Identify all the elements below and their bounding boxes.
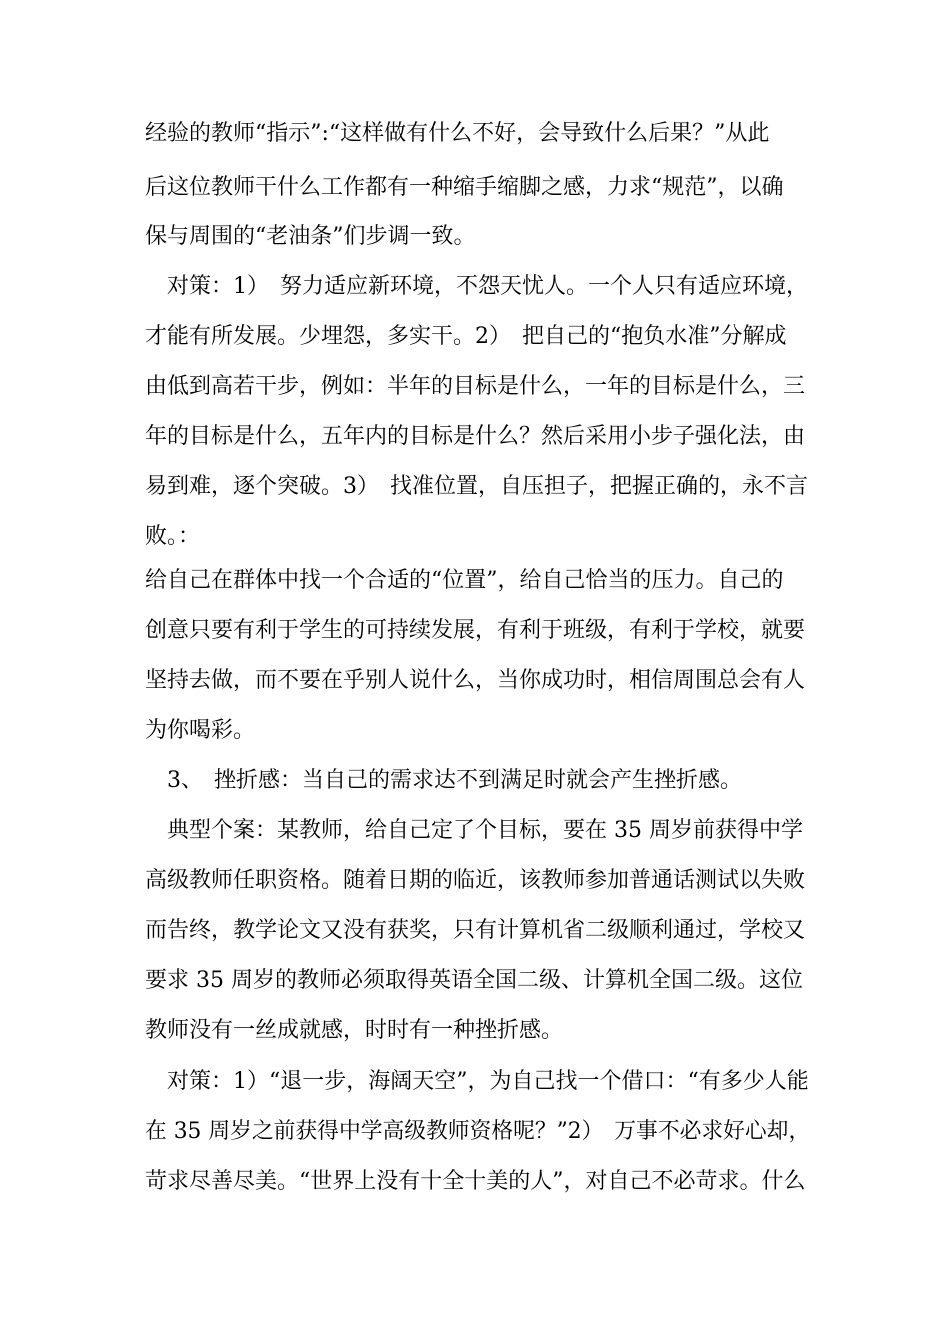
text-line: 败。： <box>145 524 201 549</box>
text-line: 创意只要有利于学生的可持续发展，有利于班级，有利于学校，就要 <box>145 618 806 643</box>
text-line: 对策：1）“退一步，海阔天空”，为自己找一个借口：“有多少人能 <box>145 1069 809 1094</box>
text-line: 才能有所发展。少埋怨，多实干。2） 把自己的“抱负水准”分解成 <box>145 324 787 349</box>
text-line: 经验的教师“指示”:“这样做有什么不好，会导致什么后果？”从此 <box>145 121 770 146</box>
text-line: 后这位教师干什么工作都有一种缩手缩脚之感，力求“规范”，以确 <box>145 175 784 200</box>
text-line: 高级教师任职资格。随着日期的临近，该教师参加普通话测试以失败 <box>145 868 806 893</box>
text-line: 给自己在群体中找一个合适的“位置”，给自己恰当的压力。自己的 <box>145 568 784 593</box>
text-line: 对策：1） 努力适应新环境，不怨天忧人。一个人只有适应环境， <box>145 274 808 299</box>
text-line: 易到难，逐个突破。3） 找准位置，自压担子，把握正确的，永不言 <box>145 474 808 499</box>
text-line: 而告终，教学论文又没有获奖，只有计算机省二级顺利通过，学校又 <box>145 918 806 943</box>
text-line: 保与周围的“老油条”们步调一致。 <box>145 224 476 249</box>
text-line: 要求 35 周岁的教师必须取得英语全国二级、计算机全国二级。这位 <box>145 968 803 993</box>
text-line: 典型个案：某教师，给自己定了个目标，要在 35 周岁前获得中学 <box>145 818 803 843</box>
text-line: 教师没有一丝成就感，时时有一种挫折感。 <box>145 1018 564 1043</box>
text-line: 年的目标是什么，五年内的目标是什么？然后采用小步子强化法，由 <box>145 424 806 449</box>
text-line: 为你喝彩。 <box>145 718 256 743</box>
text-line: 苛求尽善尽美。“世界上没有十全十美的人”，对自己不必苛求。什么 <box>145 1169 806 1194</box>
text-line: 在 35 周岁之前获得中学高级教师资格呢？”2） 万事不必求好心却， <box>145 1119 811 1144</box>
text-line: 由低到高若干步，例如：半年的目标是什么，一年的目标是什么，三 <box>145 374 806 399</box>
text-line: 坚持去做，而不要在乎别人说什么，当你成功时，相信周围总会有人 <box>145 668 806 693</box>
text-line: 3、 挫折感：当自己的需求达不到满足时就会产生挫折感。 <box>145 768 742 793</box>
